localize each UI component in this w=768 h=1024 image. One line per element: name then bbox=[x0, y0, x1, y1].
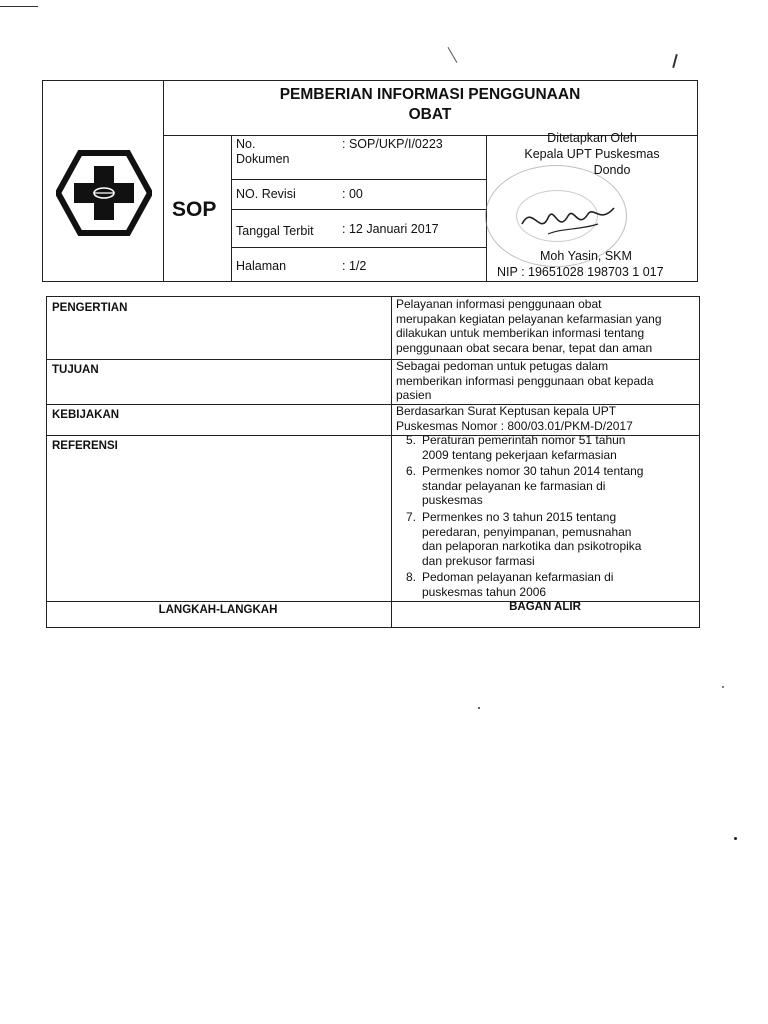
field-value-no-dokumen: : SOP/UKP/I/0223 bbox=[342, 137, 443, 151]
approval-line1: Ditetapkan Oleh bbox=[547, 131, 637, 145]
scan-speck bbox=[734, 837, 737, 840]
section-label-pengertian: PENGERTIAN bbox=[52, 302, 128, 314]
pengertian-text: Pelayanan informasi penggunaan obat merupakan kegiatan pelayanan kefarmasian yang dilakukan untuk memberikan informasi tentang penggunaan obat secara benar, tepat dan aman bbox=[396, 297, 662, 355]
approval-line2: Kepala UPT Puskesmas bbox=[524, 147, 660, 161]
document-title-line1: PEMBERIAN INFORMASI PENGGUNAAN bbox=[279, 86, 581, 103]
kebijakan-text: Berdasarkan Surat Keptusan kepala UPT Puskesmas Nomor : 800/03.01/PKM-D/2017 bbox=[396, 404, 633, 433]
field-value-halaman: : 1/2 bbox=[342, 259, 367, 273]
cross-hexagon-logo-icon bbox=[56, 150, 152, 236]
sop-label: SOP bbox=[172, 198, 217, 221]
field-label-tanggal-terbit: Tanggal Terbit bbox=[236, 224, 314, 238]
field-label-revisi: NO. Revisi bbox=[236, 187, 296, 201]
scan-mark bbox=[0, 6, 38, 7]
signature-icon bbox=[518, 194, 618, 246]
approval-line3: Dondo bbox=[593, 163, 631, 177]
scan-mark bbox=[448, 47, 458, 63]
field-label-no-dokumen: No. Dokumen bbox=[236, 137, 290, 166]
field-label-halaman: Halaman bbox=[236, 259, 287, 273]
approval-nip: NIP : 19651028 198703 1 017 bbox=[497, 265, 664, 279]
document-title-line2: OBAT bbox=[408, 106, 452, 123]
approval-name: Moh Yasin, SKM bbox=[540, 249, 632, 263]
langkah-langkah-header: LANGKAH-LANGKAH bbox=[158, 604, 278, 616]
tujuan-text: Sebagai pedoman untuk petugas dalam memberikan informasi penggunaan obat kepada pasien bbox=[396, 359, 654, 402]
field-value-revisi: : 00 bbox=[342, 187, 363, 201]
bagan-alir-header: BAGAN ALIR bbox=[509, 601, 581, 613]
document-title bbox=[162, 85, 698, 125]
referensi-list: 5. Peraturan pemerintah nomor 51 tahun 2009 tentang pekerjaan kefarmasian 6. Permenkes nomor 30 tahun 2014 tentang standar pelayanan ke farmasian di puskesmas 7. Permenkes no 3 tahun 2015 tentang peredaran, penyimpanan, pemusnahan dan pelaporan narkotika dan psikotropika dan prekusor farmasi 8. Pedoman pelayanan kefarmasian di puskesmas tahun 2006 bbox=[405, 433, 644, 599]
section-label-kebijakan: KEBIJAKAN bbox=[52, 409, 120, 421]
section-label-tujuan: TUJUAN bbox=[52, 364, 99, 376]
scan-speck bbox=[478, 707, 480, 709]
approval-block bbox=[486, 130, 698, 178]
scan-speck bbox=[722, 686, 724, 688]
section-label-referensi: REFERENSI bbox=[52, 440, 118, 452]
scan-mark bbox=[672, 54, 678, 68]
field-value-tanggal-terbit: : 12 Januari 2017 bbox=[342, 222, 439, 236]
